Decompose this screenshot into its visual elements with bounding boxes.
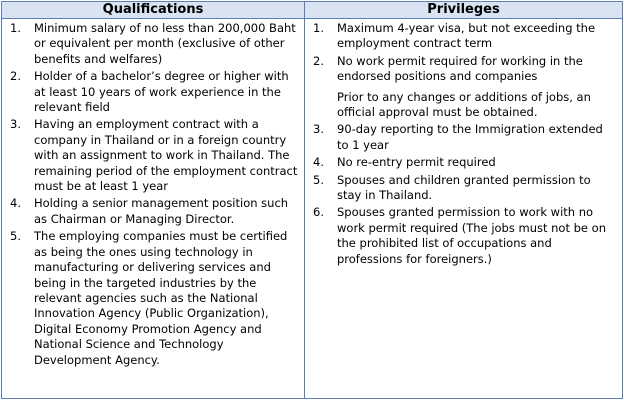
header-row xyxy=(2,2,623,19)
qualification-item-5 xyxy=(10,229,298,368)
privileges-list xyxy=(305,19,622,267)
privilege-item-3 xyxy=(313,122,616,153)
qualification-number: 4. xyxy=(10,196,21,211)
privilege-item-2 xyxy=(313,54,616,121)
privilege-text: Maximum 4-year visa, but not exceeding the employment contract term xyxy=(337,21,596,51)
qualification-text: Minimum salary of no less than 200,000 Baht or equivalent per month (exclusive of other benefits and welfares) xyxy=(34,21,296,66)
qualification-number: 2. xyxy=(10,69,21,84)
privilege-text: Spouses granted permission to work with no work permit required (The jobs must not be on the prohibited list of occupations and professions for foreigners.) xyxy=(337,205,606,266)
qualifications-privileges-table xyxy=(1,1,623,399)
qualification-number: 3. xyxy=(10,117,21,132)
privilege-number: 1. xyxy=(313,21,324,35)
privilege-item-1 xyxy=(313,21,616,52)
content-row xyxy=(2,19,623,399)
privilege-note: Prior to any changes or additions of jobs, an official approval must be obtained. xyxy=(337,89,591,120)
privilege-item-4 xyxy=(313,155,616,170)
qualification-text: Having an employment contract with a company in Thailand or in a foreign country with an assignment to work in Thailand. The remaining period of the employment contract must be at least 1 year xyxy=(34,117,298,194)
privilege-number: 4. xyxy=(313,155,324,170)
privilege-text: Spouses and children granted permission to stay in Thailand. xyxy=(337,172,591,203)
privilege-number: 6. xyxy=(313,205,324,220)
qualification-item-1 xyxy=(10,21,298,67)
privilege-number: 5. xyxy=(313,172,324,187)
qualification-number: 5. xyxy=(10,229,21,244)
privileges-header: Privileges xyxy=(305,2,623,19)
qualifications-cell xyxy=(2,19,305,399)
qualifications-list xyxy=(2,19,304,368)
privilege-item-6 xyxy=(313,205,616,267)
qualification-item-2 xyxy=(10,69,298,115)
qualification-text: Holding a senior management position such as Chairman or Managing Director. xyxy=(34,196,289,226)
privilege-text: No re-entry permit required xyxy=(337,155,496,170)
qualification-item-4 xyxy=(10,196,298,227)
qualification-number: 1. xyxy=(10,21,21,35)
privilege-number: 2. xyxy=(313,53,324,68)
qualification-item-3 xyxy=(10,117,298,194)
privilege-number: 3. xyxy=(313,122,324,137)
qualifications-header: Qualifications xyxy=(2,2,305,19)
qualification-text: The employing companies must be certified as being the ones using technology in manufacturing or delivering services and being in the targeted industries by the relevant agencies such as the National Innovation Agency (Public Organization), Digital Economy Promotion Agency and National Science and Technology Development Agency. xyxy=(34,229,288,367)
privileges-cell xyxy=(305,19,623,399)
privilege-item-5 xyxy=(313,173,616,204)
privilege-text: No work permit required for working in the endorsed positions and companies xyxy=(337,53,583,84)
qualification-text: Holder of a bachelor’s degree or higher with at least 10 years of work experience in the relevant field xyxy=(34,69,289,115)
privilege-text: 90-day reporting to the Immigration extended to 1 year xyxy=(337,122,603,152)
